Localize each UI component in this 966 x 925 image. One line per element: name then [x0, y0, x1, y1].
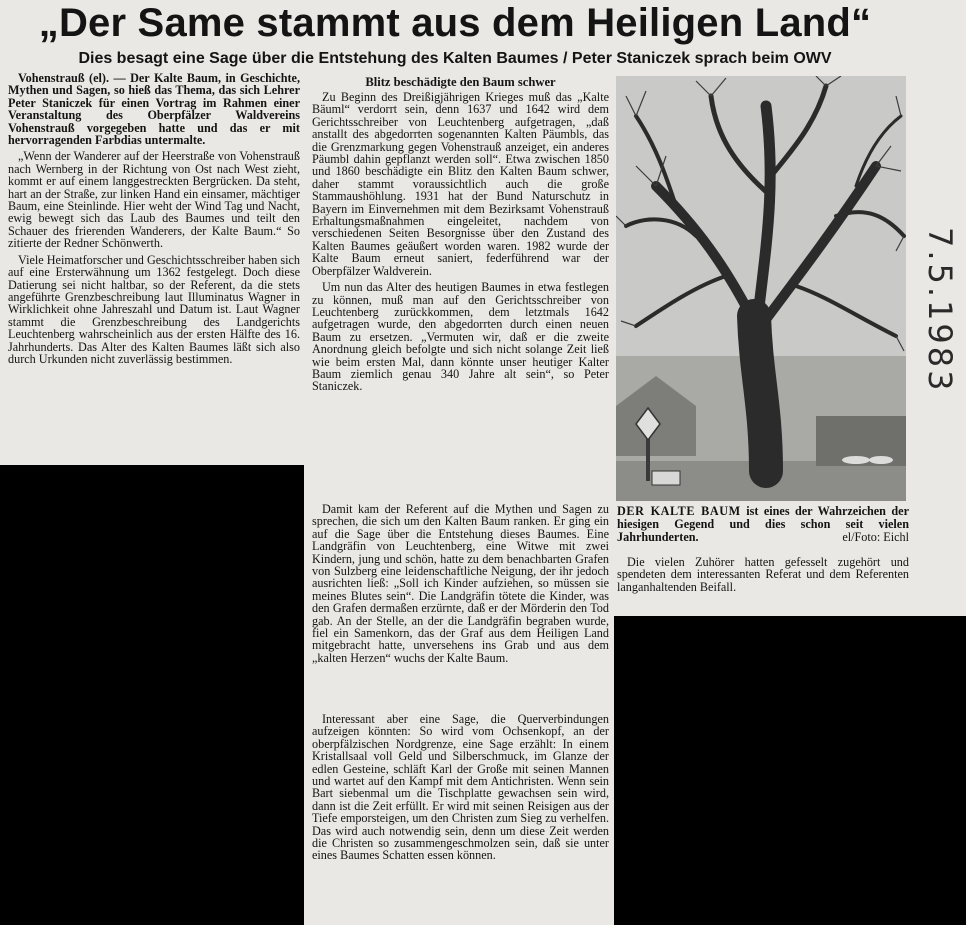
headline: „Der Same stammt aus dem Heiligen Land“ — [38, 1, 872, 45]
handwritten-date-text: 7.5.1983 — [921, 227, 959, 394]
subheadline: Dies besagt eine Sage über die Entstehung des Kalten Baumes / Peter Staniczek sprach beim OWV — [78, 50, 832, 67]
article-paragraph: Damit kam der Referent auf die Mythen und Sagen zu sprechen, die sich um den Kalten Baum ranken. Er ging ein auf die Sage über die Entstehung dieses Baumes. Eine Landgräfin von Leuchtenberg, eine Witwe mit zwei Kindern, jung und schön, hatte zu dem benachbarten Grafen von Sulzberg eine leidenschaftliche Neigung, der ihr jedoch ausrichten ließ: „Soll ich Kinder aufziehen, so müssen sie meines Blutes sein“. Die Landgräfin tötete die Kinder, was den Grafen dermaßen erzürnte, daß er der Mörderin den Tod gab. An der Stelle, an der die Landgräfin begraben wurde, fiel ein Samenkorn, das der Graf aus dem Heiligen Land mitgebracht hatte, unversehens ins Grab und aus dem „kalten Herzen“ wuchs der Kalte Baum. — [312, 502, 609, 665]
article-paragraph: Viele Heimatforscher und Geschichtsschreiber haben sich auf eine Ersterwähnung um 1362 festgelegt. Doch diese Datierung sei nicht haltbar, so der Referent, da die stets angeführte Grenzbeschreibung laut Illuminatus Wagner in Wirklichkeit ohne Jahreszahl und Datum ist. Laut Wagner stammt die Grenzbeschreibung des Landgerichts Leuchtenberg wahrscheinlich aus der ersten Hälfte des 16. Jahrhunderts. Das Alter des Kalten Baumes läßt sich also durch Urkunden nicht zuverlässig bestimmen. — [8, 252, 300, 366]
tree-photo-illustration — [616, 76, 906, 501]
article-column-5 — [617, 556, 909, 597]
photo-caption — [617, 505, 909, 544]
article-paragraph: „Wenn der Wanderer auf der Heerstraße von Vohenstrauß nach Wernberg in der Richtung von Ost nach West zieht, kommt er auf einem langgestreckten Bergrücken. Da steht, hart an der Straße, zur linken Hand ein einsamer, mächtiger Baum, eine Steinlinde. Hier weht der Wind Tag und Nacht, ewig bewegt sich das Laub des Baumes und teilt den Schauer des frierenden Wanderers, der Kalte Baum.“ So zitierte der Redner Schönwerth. — [8, 149, 300, 251]
article-column-2 — [312, 76, 609, 397]
article-column-3 — [312, 503, 609, 668]
article-paragraph: Zu Beginn des Dreißigjährigen Krieges muß das „Kalte Bäuml“ verdorrt sein, denn 1637 und 1642 wird dem Gerichtsschreiber von Leuchtenberg aufgetragen, „daß anstallt des abgedorrten sogenannten Kalten Päumbls, das die Grenzmarkung gegen Vohenstrauß anzeiget, ein anderes Päumbl dahin gepflanzt werden soll“. Etwa zwischen 1850 und 1860 beschädigte ein Blitz den Kalten Baum schwer, daher stammt voraussichtlich auch die große Stammaushöhlung. 1931 hat der Bund Naturschutz in Bayern im Einvernehmen mit dem Bezirksamt Vohenstrauß Erhaltungsmaßnahmen eingeleitet, nachdem von verschiedenen Seiten Besorgnisse über den Zustand des Kalten Baumes geäußert worden waren. 1982 wurde der Kalte Baum erneut saniert, federführend war der Oberpfälzer Waldverein. — [312, 90, 609, 278]
section-heading: Blitz beschädigte den Baum schwer — [365, 75, 556, 89]
article-paragraph: Um nun das Alter des heutigen Baumes in etwa festlegen zu können, muß man auf den Gerichtsschreiber von Leuchtenberg zurückkommen, dem letztmals 1642 aufgetragen wurde, den abgedorrten durch einen neuen Baum zu ersetzen. „Vermuten wir, daß er die zweite Anordnung gleich befolgte und sich nicht solange Zeit ließ wie beim ersten Mal, dann könnte unser heutiger Kalter Baum ziemlich genau 340 Jahre alt sein“, so Peter Staniczek. — [312, 280, 609, 394]
tree-photo — [616, 76, 906, 501]
article-paragraph: Die vielen Zuhörer hatten gefesselt zugehört und spendeten dem interessanten Referat und dem Referenten langanhaltenden Beifall. — [617, 555, 909, 594]
article-column-1 — [8, 72, 300, 369]
caption-text: ist eines der Wahrzeichen der hiesigen Gegend und dies schon seit vielen Jahrhunderten. — [617, 504, 909, 544]
photo-credit: el/Foto: Eichl — [842, 530, 909, 544]
article-paragraph: Interessant aber eine Sage, die Querverbindungen aufzeigen könnten: So wird vom Ochsenkopf, an der oberpfälzischen Nordgrenze, eine Sage erzählt: In einem Kristallsaal voll Geld und Silberschmuck, im Glanze der edlen Gesteine, schläft Karl der Große mit seinen Mannen und wartet auf den Kampf mit dem Antichristen. Wenn sein Bart siebenmal um die Tischplatte gewachsen sein wird, dann ist die Zeit erfüllt. Er wird mit seinen Reisigen aus der Tiefe emporsteigen, um den Christen zum Sieg zu verhelfen. Das wird auch notwendig sein, denn um diese Zeit werden die Christen so zusammengeschmolzen sein, daß sie unter eines Baumes Schatten essen können. — [312, 712, 609, 863]
article-lead: Vohenstrauß (el). — Der Kalte Baum, in Geschichte, Mythen und Sagen, so hieß das Thema, das sich Lehrer Peter Staniczek für einen Vortrag im Rahmen einer Veranstaltung des Oberpfälzer Waldvereins Vohenstrauß vorgegeben hatte und das er mit hervorragenden Farbdias untermalte. — [8, 71, 300, 148]
caption-head: DER KALTE BAUM — [617, 504, 741, 518]
handwritten-date — [918, 226, 959, 394]
article-column-4 — [312, 713, 609, 866]
